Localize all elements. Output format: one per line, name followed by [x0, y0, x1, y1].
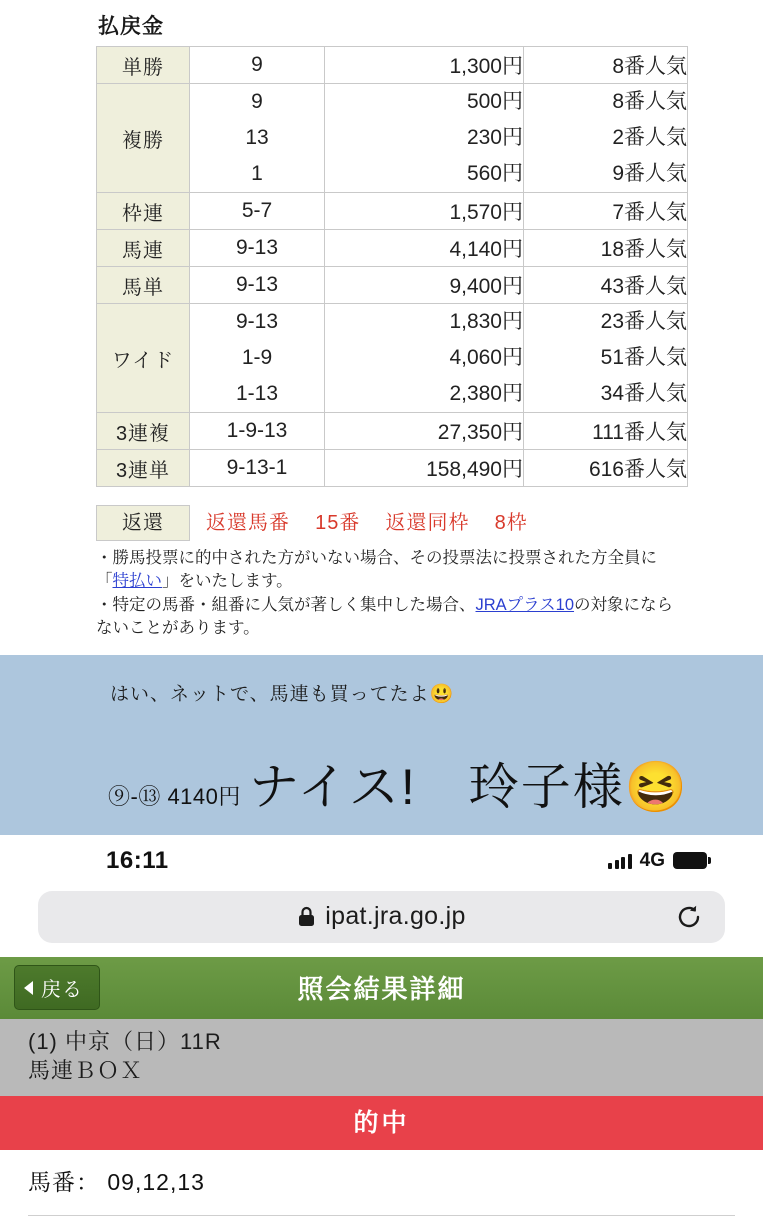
row-popularity: 8番人気: [524, 47, 688, 84]
row-numbers: [190, 304, 325, 413]
row-popularity: 111番人気: [524, 413, 688, 450]
row-label: 単勝: [97, 47, 190, 84]
row-popularity: 7番人気: [524, 193, 688, 230]
refund-label: 返還: [96, 505, 190, 541]
row-amount: [325, 304, 524, 413]
battery-icon: [673, 852, 707, 869]
row-popularity: 616番人気: [524, 450, 688, 487]
row-popularity-item: 8番人気: [612, 90, 687, 113]
horse-numbers-label: 馬番：: [28, 1169, 100, 1196]
status-badge: 的中: [0, 1096, 763, 1150]
race-info-line-2: 馬連ＢＯＸ: [28, 1058, 144, 1084]
page-title: 払戻金: [98, 15, 164, 38]
row-amount: [325, 84, 524, 193]
address-bar[interactable]: [38, 891, 725, 943]
row-label: 複勝: [97, 84, 190, 193]
lock-icon: [297, 905, 316, 928]
refund-details: [190, 505, 528, 541]
horse-numbers-row: [0, 1150, 763, 1205]
horse-numbers-value: 09,12,13: [107, 1169, 205, 1196]
table-row: [97, 413, 688, 450]
row-amount-item: 560円: [466, 162, 523, 185]
row-popularity-item: 51番人気: [600, 346, 687, 369]
browser-toolbar: [0, 887, 763, 957]
app-header: [0, 957, 763, 1019]
row-amount: 158,490円: [325, 450, 524, 487]
row-popularity-item: 2番人気: [612, 126, 687, 149]
row-label: 馬連: [97, 230, 190, 267]
note-line-2: [96, 594, 686, 641]
row-amount-item: 1,830円: [449, 310, 523, 333]
row-popularity-item: 23番人気: [600, 310, 687, 333]
row-number-item: 9-13: [235, 310, 279, 333]
back-button[interactable]: 戻る: [14, 965, 100, 1010]
address-bar-url: ipat.jra.go.jp: [325, 902, 466, 931]
status-indicators: [608, 850, 717, 872]
row-numbers: 9-13: [190, 267, 325, 304]
row-label: 3連複: [97, 413, 190, 450]
table-row: [97, 230, 688, 267]
note-2-post: の対象にならないことがあります。: [96, 595, 674, 638]
status-bar: [0, 835, 763, 887]
row-label: 枠連: [97, 193, 190, 230]
row-numbers: 9: [190, 47, 325, 84]
jra-plus10-link[interactable]: JRAプラス10: [475, 595, 575, 614]
row-amount: 9,400円: [325, 267, 524, 304]
row-amount-item: 2,380円: [449, 382, 523, 405]
payout-table: [96, 46, 688, 487]
table-row: [97, 267, 688, 304]
notes-block: [96, 541, 686, 641]
special-payout-link[interactable]: 特払い: [112, 572, 162, 591]
row-amount: 27,350円: [325, 413, 524, 450]
app-header-title: 照会結果詳細: [297, 974, 466, 1005]
row-amount: 1,570円: [325, 193, 524, 230]
row-popularity-item: 9番人気: [612, 162, 687, 185]
note-1-pre: ・勝馬投票に的中された方がいない場合、その投票法に投票された方全員に「: [96, 549, 657, 591]
row-label: 3連単: [97, 450, 190, 487]
table-row: [97, 47, 688, 84]
phone-screenshot: [0, 835, 763, 1216]
row-number-item: 9: [251, 90, 263, 113]
row-number-item: 1-9: [241, 346, 273, 369]
row-popularity: 43番人気: [524, 267, 688, 304]
refund-frame-value: 8枠: [494, 512, 528, 534]
table-row: [97, 84, 688, 193]
refund-frame-label: 返還同枠: [385, 512, 470, 534]
refund-horse-label: 返還馬番: [206, 512, 290, 534]
row-numbers: 1-9-13: [190, 413, 325, 450]
race-info: [0, 1019, 763, 1096]
row-number-item: 13: [245, 126, 269, 149]
row-label: ワイド: [97, 304, 190, 413]
note-line-1: [96, 547, 686, 594]
signal-bars-icon: [608, 853, 632, 869]
table-row: [97, 193, 688, 230]
refund-row: [96, 505, 683, 541]
row-amount-item: 230円: [466, 126, 523, 149]
note-2-pre: ・特定の馬番・組番に人気が著しく集中した場合、: [96, 595, 476, 614]
comment-line-1: はい、ネットで、馬連も買ってたよ😃: [110, 683, 455, 705]
table-row: [97, 450, 688, 487]
row-amount: 1,300円: [325, 47, 524, 84]
row-numbers: [190, 84, 325, 193]
comment-line-2: [108, 747, 689, 819]
race-info-line-1: (1) 中京（日）11R: [28, 1028, 222, 1054]
row-amount: 4,140円: [325, 230, 524, 267]
comment-banner: [0, 655, 763, 835]
network-type-label: 4G: [639, 849, 665, 871]
note-1-post: 」をいたします。: [162, 572, 293, 591]
row-amount-item: 500円: [466, 90, 523, 113]
row-popularity: [524, 84, 688, 193]
row-popularity: [524, 304, 688, 413]
row-numbers: 9-13-1: [190, 450, 325, 487]
refund-horse-value: 15番: [315, 512, 361, 534]
comment-payout-text: ⑨-⑬ 4140円: [108, 783, 241, 809]
comment-big-text: ナイス! 玲子様😆: [248, 758, 690, 815]
reload-icon[interactable]: [675, 903, 703, 931]
row-number-item: 1: [251, 162, 263, 185]
row-popularity: 18番人気: [524, 230, 688, 267]
row-number-item: 1-13: [235, 382, 279, 405]
row-popularity-item: 34番人気: [600, 382, 687, 405]
table-row: [97, 304, 688, 413]
row-numbers: 5-7: [190, 193, 325, 230]
row-amount-item: 4,060円: [449, 346, 523, 369]
status-clock: 16:11: [106, 846, 169, 874]
row-label: 馬単: [97, 267, 190, 304]
row-numbers: 9-13: [190, 230, 325, 267]
